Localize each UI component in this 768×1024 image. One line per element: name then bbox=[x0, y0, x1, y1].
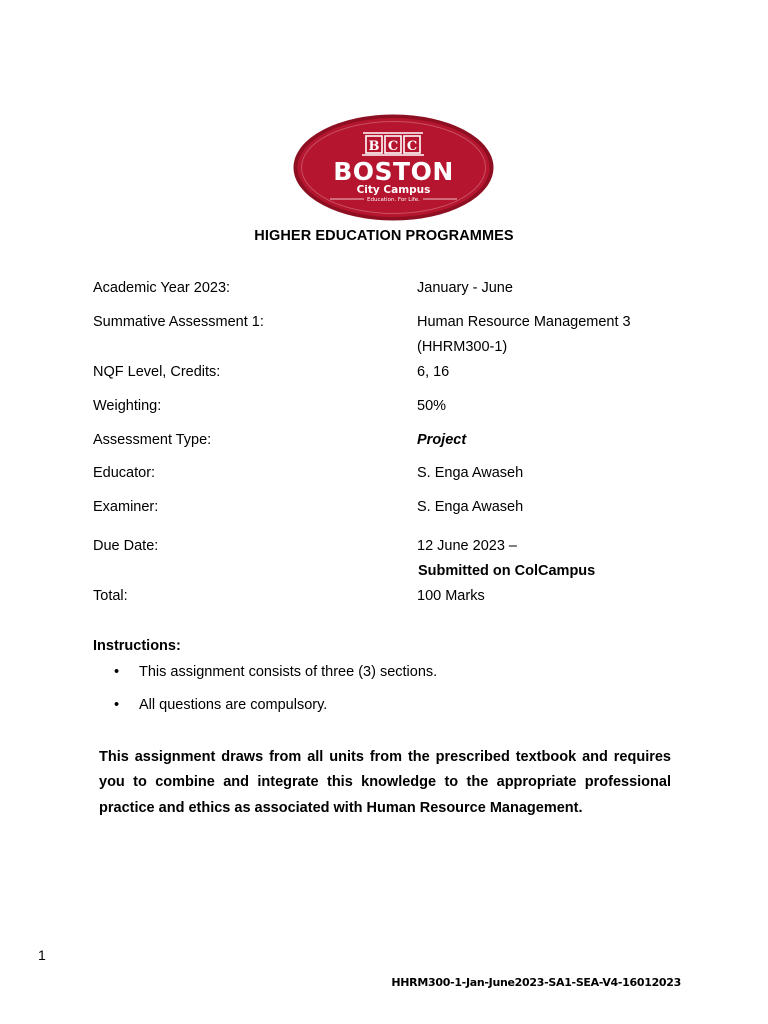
document-code: HHRM300-1-Jan-June2023-SA1-SEA-V4-16012023 bbox=[391, 976, 681, 989]
assignment-description: This assignment draws from all units from the prescribed textbook and requires you to combine and integrate this knowledge to the appropriate professional practice and ethics as associated with Human Resource Management. bbox=[99, 749, 671, 816]
summative-assessment-code: (HHRM300-1) bbox=[417, 339, 508, 355]
svg-text:B: B bbox=[368, 139, 380, 154]
academic-year-label: Academic Year 2023: bbox=[93, 280, 231, 296]
instruction-text: All questions are compulsory. bbox=[139, 697, 328, 713]
academic-year-value: January - June bbox=[417, 280, 513, 296]
due-date-label: Due Date: bbox=[93, 538, 159, 554]
total-label: Total: bbox=[93, 588, 128, 604]
due-date-value: 12 June 2023 – bbox=[417, 538, 517, 554]
bullet-icon: • bbox=[114, 697, 120, 713]
boston-city-campus-logo bbox=[292, 113, 495, 222]
logo-graphic bbox=[292, 113, 495, 222]
instructions-title: Instructions: bbox=[93, 638, 181, 654]
submission-note: Submitted on ColCampus bbox=[418, 563, 596, 579]
page-heading: HIGHER EDUCATION PROGRAMMES bbox=[254, 228, 514, 244]
assessment-type-value: Project bbox=[417, 432, 467, 448]
svg-text:City Campus: City Campus bbox=[356, 184, 431, 196]
educator-value: S. Enga Awaseh bbox=[417, 465, 524, 481]
page-number: 1 bbox=[38, 947, 46, 963]
instruction-item bbox=[114, 697, 327, 713]
weighting-value: 50% bbox=[417, 398, 447, 414]
instruction-text: This assignment consists of three (3) sections. bbox=[139, 664, 438, 680]
svg-text:Education. For Life.: Education. For Life. bbox=[367, 197, 420, 203]
nqf-level-label: NQF Level, Credits: bbox=[93, 364, 221, 380]
assessment-type-label: Assessment Type: bbox=[93, 432, 212, 448]
svg-text:C: C bbox=[387, 139, 399, 154]
instruction-item bbox=[114, 664, 437, 680]
educator-label: Educator: bbox=[93, 465, 156, 481]
examiner-label: Examiner: bbox=[93, 499, 159, 515]
total-value: 100 Marks bbox=[417, 588, 485, 604]
summative-assessment-label: Summative Assessment 1: bbox=[93, 314, 264, 330]
summative-assessment-value: Human Resource Management 3 bbox=[417, 314, 631, 330]
weighting-label: Weighting: bbox=[93, 398, 162, 414]
nqf-level-value: 6, 16 bbox=[417, 364, 450, 380]
svg-text:C: C bbox=[406, 139, 418, 154]
bullet-icon: • bbox=[114, 664, 120, 680]
svg-text:BOSTON: BOSTON bbox=[333, 157, 454, 186]
examiner-value: S. Enga Awaseh bbox=[417, 499, 524, 515]
